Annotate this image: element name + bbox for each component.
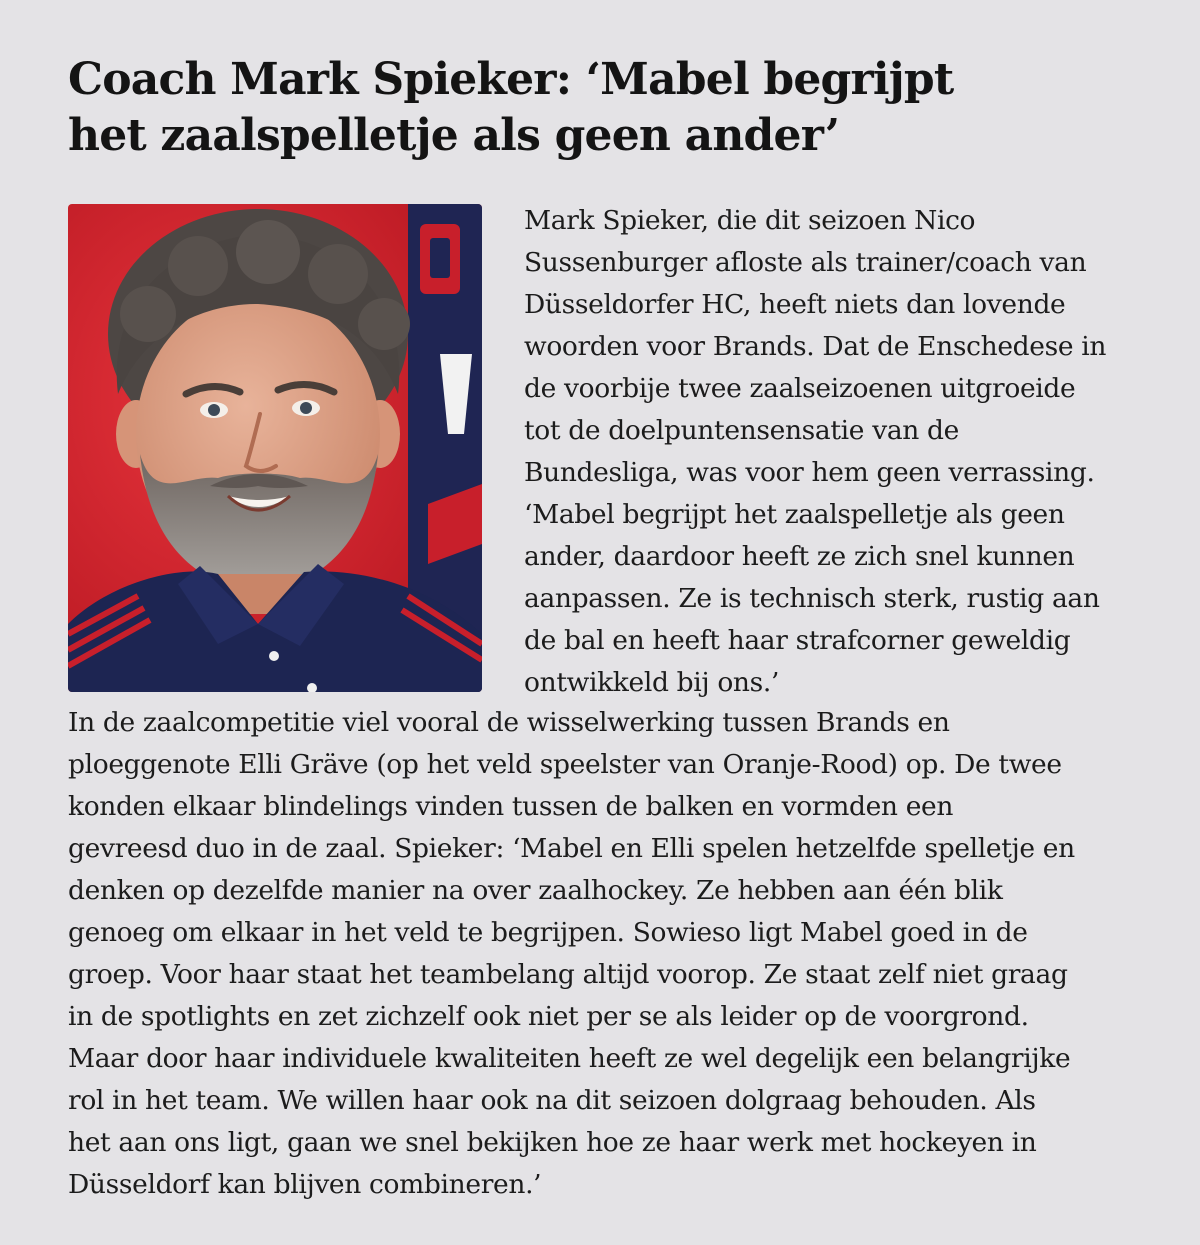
intro-line: Bundesliga, was voor hem geen verrassing. <box>524 457 1095 488</box>
body-line: konden elkaar blindelings vinden tussen de balken en vormden een <box>68 791 954 822</box>
body-line: In de zaalcompetitie viel vooral de wisselwerking tussen Brands en <box>68 707 950 738</box>
intro-line: tot de doelpuntensensatie van de <box>524 415 960 446</box>
intro-line: ontwikkeld bij ons.’ <box>524 667 780 698</box>
intro-line: ‘Mabel begrijpt het zaalspelletje als geen <box>524 499 1065 530</box>
body-line: in de spotlights en zet zichzelf ook niet per se als leider op de voorgrond. <box>68 1001 1029 1032</box>
headline-line: het zaalspelletje als geen ander’ <box>68 110 840 161</box>
headline-line: Coach Mark Spieker: ‘Mabel begrijpt <box>68 54 954 105</box>
intro-line: Sussenburger afloste als trainer/coach van <box>524 247 1087 278</box>
intro-line: Düsseldorfer HC, heeft niets dan lovende <box>524 289 1066 320</box>
body-line: ploeggenote Elli Gräve (op het veld speelster van Oranje-Rood) op. De twee <box>68 749 1062 780</box>
body-line: het aan ons ligt, gaan we snel bekijken hoe ze haar werk met hockeyen in <box>68 1127 1037 1158</box>
intro-line: Mark Spieker, die dit seizoen Nico <box>524 205 976 236</box>
body-line: Maar door haar individuele kwaliteiten heeft ze wel degelijk een belangrijke <box>68 1043 1071 1074</box>
article-headline <box>68 52 1148 164</box>
body-line: Düsseldorf kan blijven combineren.’ <box>68 1169 542 1200</box>
intro-line: aanpassen. Ze is technisch sterk, rustig aan <box>524 583 1100 614</box>
intro-line: de voorbije twee zaalseizoenen uitgroeide <box>524 373 1076 404</box>
coach-portrait-photo <box>68 204 482 692</box>
body-line: gevreesd duo in de zaal. Spieker: ‘Mabel en Elli spelen hetzelfde spelletje en <box>68 833 1075 864</box>
body-line: groep. Voor haar staat het teambelang altijd voorop. Ze staat zelf niet graag <box>68 959 1068 990</box>
article-intro-paragraph <box>524 200 1164 704</box>
intro-line: ander, daardoor heeft ze zich snel kunnen <box>524 541 1075 572</box>
article-main-paragraph <box>68 702 1168 1206</box>
body-line: denken op dezelfde manier na over zaalhockey. Ze hebben aan één blik <box>68 875 1003 906</box>
body-line: genoeg om elkaar in het veld te begrijpen. Sowieso ligt Mabel goed in de <box>68 917 1028 948</box>
body-line: rol in het team. We willen haar ook na dit seizoen dolgraag behouden. Als <box>68 1085 1036 1116</box>
intro-line: woorden voor Brands. Dat de Enschedese in <box>524 331 1107 362</box>
intro-line: de bal en heeft haar strafcorner geweldig <box>524 625 1071 656</box>
